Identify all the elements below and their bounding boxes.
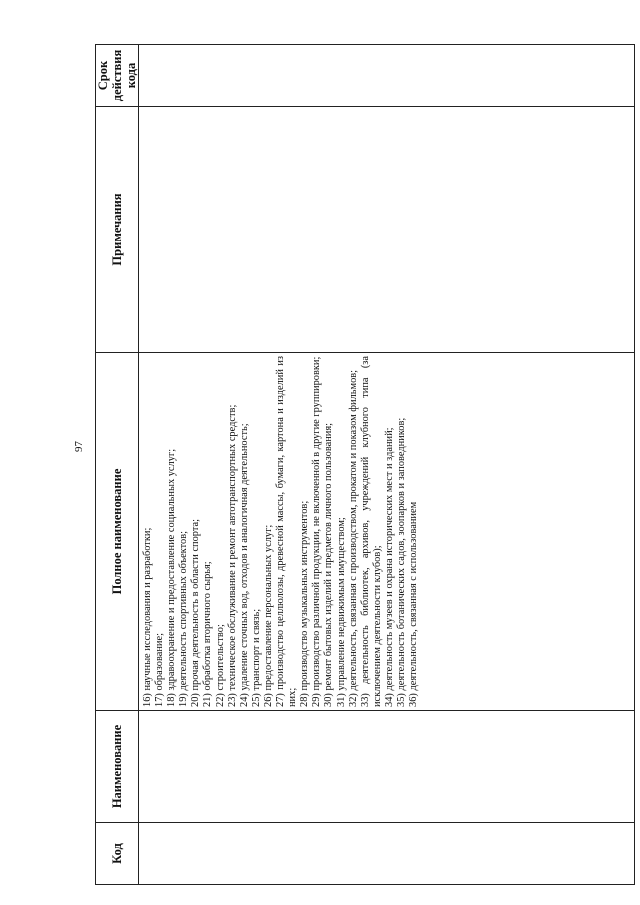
list-item: 34) деятельность музеев и охрана исторических мест и зданий; bbox=[383, 427, 395, 707]
list-item: 36) деятельность, связанная с использованием bbox=[408, 501, 420, 707]
header-full-name: Полное наименование bbox=[96, 353, 139, 711]
header-validity-line2: кода bbox=[124, 62, 138, 89]
header-validity bbox=[96, 45, 139, 107]
cell-full-name bbox=[139, 353, 635, 711]
list-item: 16) научные исследования и разработки; bbox=[142, 527, 153, 707]
list-item: 18) здравоохранение и предоставление социальных услуг; bbox=[166, 448, 178, 707]
list-item: 23) техническое обслуживание и ремонт автотранспортных средств; bbox=[226, 404, 238, 707]
cell-code bbox=[139, 823, 635, 885]
page-number: 97 bbox=[73, 441, 85, 452]
header-name: Наименование bbox=[96, 711, 139, 823]
list-item: 30) ремонт бытовых изделий и предметов личного пользования; bbox=[323, 423, 335, 707]
list-item: 21) обработка вторичного сырья; bbox=[202, 561, 214, 707]
cell-name bbox=[139, 711, 635, 823]
list-item: 31) управление недвижимым имуществом; bbox=[335, 517, 347, 707]
list-item: 19) деятельность спортивных объектов; bbox=[178, 531, 190, 707]
list-item: 26) предоставление персональных услуг; bbox=[262, 524, 274, 707]
list-item: 20) прочая деятельность в области спорта; bbox=[190, 518, 202, 707]
list-item: 32) деятельность, связанная с производством, прокатом и показом фильмов; bbox=[347, 369, 359, 707]
list-item: 28) производство музыкальных инструментов; bbox=[299, 500, 311, 707]
rotated-table-container bbox=[95, 45, 635, 885]
list-item: 25) транспорт и связь; bbox=[250, 608, 262, 707]
table-row bbox=[139, 45, 635, 885]
cell-validity bbox=[139, 45, 635, 107]
list-item: 29) производство различной продукции, не включенной в другие группировки; bbox=[311, 356, 323, 707]
list-item: 22) строительство; bbox=[214, 624, 226, 707]
list-item: 33) деятельность библиотек, архивов, учреждений клубного типа (за исключением деятельности клубов); bbox=[359, 356, 383, 707]
header-validity-line1: Срок действия bbox=[96, 49, 124, 102]
header-notes: Примечания bbox=[96, 107, 139, 353]
cell-notes bbox=[139, 107, 635, 353]
list-item: 17) образование; bbox=[154, 633, 166, 707]
header-row bbox=[96, 45, 139, 885]
list-item: 24) удаление сточных вод, отходов и аналогичная деятельность; bbox=[238, 423, 250, 707]
header-code: Код bbox=[96, 823, 139, 885]
classifier-table bbox=[95, 44, 635, 885]
list-item: 27) производство целлюлозы, древесной массы, бумаги, картона и изделий из них; bbox=[275, 356, 299, 707]
list-item: 35) деятельность ботанических садов, зоопарков и заповедников; bbox=[395, 417, 407, 707]
